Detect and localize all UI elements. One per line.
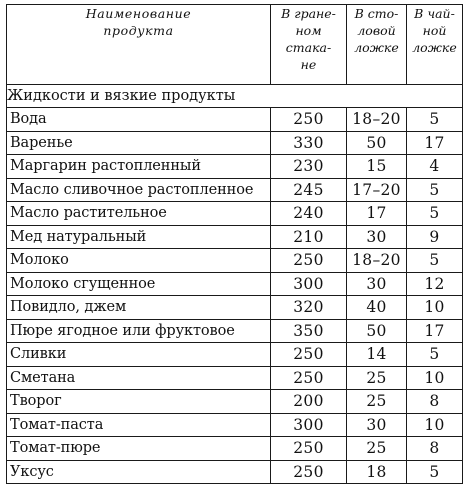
section-row xyxy=(7,85,463,108)
product-name-cell: Сливки xyxy=(7,343,271,367)
glass-amount-cell: 250 xyxy=(271,108,347,132)
teaspoon-amount-cell: 5 xyxy=(407,178,463,202)
product-name-cell: Мед натуральный xyxy=(7,225,271,249)
glass-amount-cell: 330 xyxy=(271,131,347,155)
header-row xyxy=(7,5,463,85)
glass-amount-cell: 230 xyxy=(271,155,347,179)
tablespoon-amount-cell: 50 xyxy=(347,319,407,343)
teaspoon-amount-cell: 17 xyxy=(407,131,463,155)
product-name-cell: Молоко xyxy=(7,249,271,273)
tablespoon-amount-cell: 18–20 xyxy=(347,108,407,132)
section-title: Жидкости и вязкие продукты xyxy=(7,85,463,108)
teaspoon-amount-cell: 10 xyxy=(407,296,463,320)
glass-amount-cell: 300 xyxy=(271,272,347,296)
product-name-cell: Томат-паста xyxy=(7,413,271,437)
table-row xyxy=(7,202,463,226)
product-name-cell: Томат-пюре xyxy=(7,437,271,461)
measures-table xyxy=(6,4,463,484)
teaspoon-amount-cell: 5 xyxy=(407,460,463,484)
table-row xyxy=(7,249,463,273)
tablespoon-amount-cell: 18 xyxy=(347,460,407,484)
product-name-cell: Варенье xyxy=(7,131,271,155)
teaspoon-amount-cell: 8 xyxy=(407,390,463,414)
teaspoon-amount-cell: 5 xyxy=(407,202,463,226)
teaspoon-amount-cell: 10 xyxy=(407,413,463,437)
tablespoon-amount-cell: 25 xyxy=(347,437,407,461)
table-row xyxy=(7,225,463,249)
product-name-cell: Вода xyxy=(7,108,271,132)
header-glass: В гране- ном стака- не xyxy=(271,5,347,85)
product-name-cell: Молоко сгущенное xyxy=(7,272,271,296)
product-name-cell: Сметана xyxy=(7,366,271,390)
tablespoon-amount-cell: 25 xyxy=(347,366,407,390)
glass-amount-cell: 200 xyxy=(271,390,347,414)
table-row xyxy=(7,155,463,179)
glass-amount-cell: 240 xyxy=(271,202,347,226)
table-row xyxy=(7,343,463,367)
glass-amount-cell: 245 xyxy=(271,178,347,202)
tablespoon-amount-cell: 18–20 xyxy=(347,249,407,273)
tablespoon-amount-cell: 14 xyxy=(347,343,407,367)
glass-amount-cell: 250 xyxy=(271,460,347,484)
tablespoon-amount-cell: 17 xyxy=(347,202,407,226)
glass-amount-cell: 250 xyxy=(271,343,347,367)
product-name-cell: Повидло, джем xyxy=(7,296,271,320)
table-row xyxy=(7,460,463,484)
tablespoon-amount-cell: 30 xyxy=(347,272,407,296)
teaspoon-amount-cell: 10 xyxy=(407,366,463,390)
teaspoon-amount-cell: 5 xyxy=(407,249,463,273)
teaspoon-amount-cell: 4 xyxy=(407,155,463,179)
tablespoon-amount-cell: 15 xyxy=(347,155,407,179)
table-row xyxy=(7,178,463,202)
glass-amount-cell: 250 xyxy=(271,249,347,273)
glass-amount-cell: 320 xyxy=(271,296,347,320)
teaspoon-amount-cell: 9 xyxy=(407,225,463,249)
teaspoon-amount-cell: 12 xyxy=(407,272,463,296)
teaspoon-amount-cell: 8 xyxy=(407,437,463,461)
tablespoon-amount-cell: 17–20 xyxy=(347,178,407,202)
tablespoon-amount-cell: 30 xyxy=(347,225,407,249)
table-row xyxy=(7,108,463,132)
table-row xyxy=(7,437,463,461)
product-name-cell: Масло сливочное растопленное xyxy=(7,178,271,202)
header-product: Наименование продукта xyxy=(7,5,271,85)
tablespoon-amount-cell: 30 xyxy=(347,413,407,437)
glass-amount-cell: 300 xyxy=(271,413,347,437)
table-row xyxy=(7,319,463,343)
teaspoon-amount-cell: 5 xyxy=(407,343,463,367)
product-name-cell: Масло растительное xyxy=(7,202,271,226)
tablespoon-amount-cell: 40 xyxy=(347,296,407,320)
header-teaspoon: В чай- ной ложке xyxy=(407,5,463,85)
product-name-cell: Уксус xyxy=(7,460,271,484)
table-row xyxy=(7,131,463,155)
glass-amount-cell: 250 xyxy=(271,366,347,390)
table-row xyxy=(7,390,463,414)
tablespoon-amount-cell: 25 xyxy=(347,390,407,414)
teaspoon-amount-cell: 5 xyxy=(407,108,463,132)
product-name-cell: Пюре ягодное или фруктовое xyxy=(7,319,271,343)
product-name-cell: Творог xyxy=(7,390,271,414)
table-row xyxy=(7,272,463,296)
teaspoon-amount-cell: 17 xyxy=(407,319,463,343)
table-row xyxy=(7,366,463,390)
table-row xyxy=(7,413,463,437)
glass-amount-cell: 210 xyxy=(271,225,347,249)
glass-amount-cell: 350 xyxy=(271,319,347,343)
tablespoon-amount-cell: 50 xyxy=(347,131,407,155)
header-tablespoon: В сто- ловой ложке xyxy=(347,5,407,85)
table-row xyxy=(7,296,463,320)
glass-amount-cell: 250 xyxy=(271,437,347,461)
product-name-cell: Маргарин растопленный xyxy=(7,155,271,179)
